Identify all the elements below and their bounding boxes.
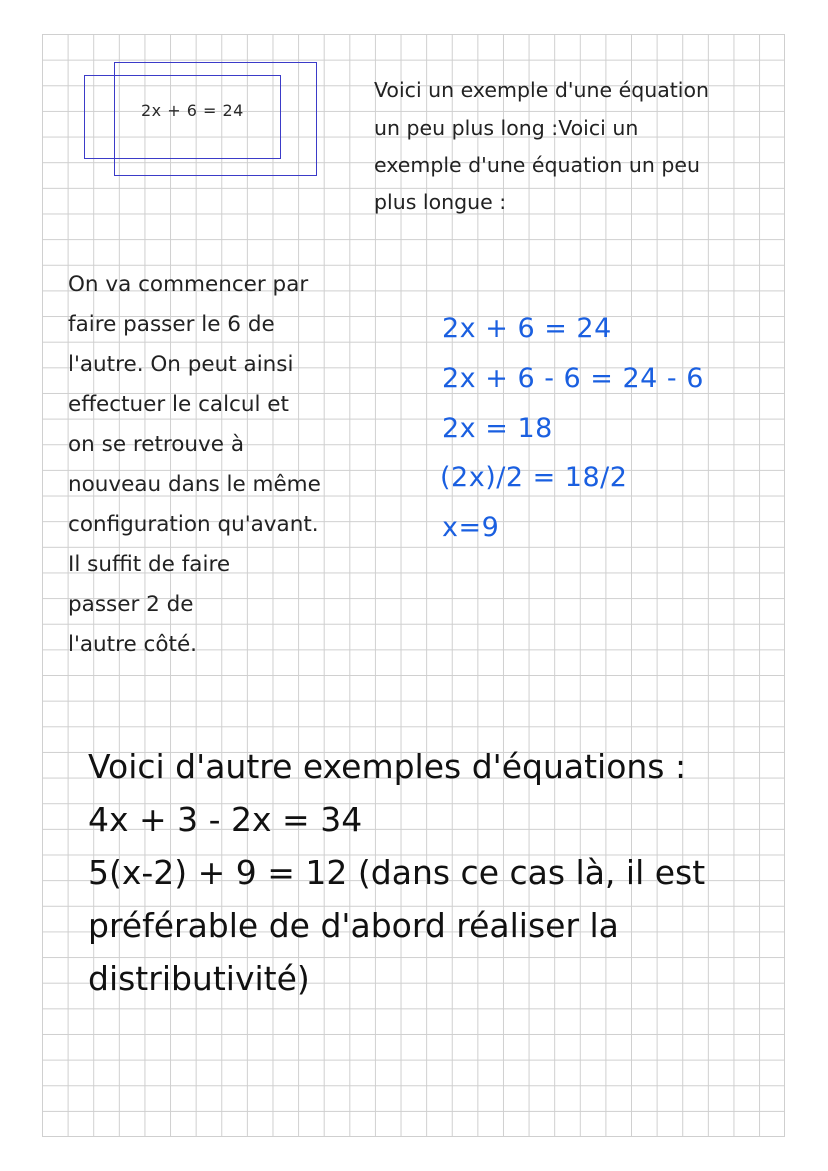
explanation-line: Il suffit de faire	[68, 552, 231, 577]
example-line: 4x + 3 - 2x = 34	[88, 800, 363, 839]
explanation-line: l'autre. On peut ainsi	[68, 352, 294, 377]
explanation-line: On va commencer par	[68, 272, 309, 297]
solution-step: 2x = 18	[442, 413, 553, 444]
example-line: 5(x-2) + 9 = 12 (dans ce cas là, il est	[88, 853, 706, 892]
explanation-line: on se retrouve à	[68, 432, 245, 457]
explanation-line: passer 2 de	[68, 592, 194, 617]
solution-step: 2x + 6 = 24	[442, 313, 612, 344]
intro-line: un peu plus long :Voici un	[374, 116, 639, 140]
solution-step: 2x + 6 - 6 = 24 - 6	[442, 363, 704, 394]
solution-step: x=9	[442, 512, 500, 543]
example-line: distributivité)	[88, 959, 310, 998]
intro-line: exemple d'une équation un peu	[374, 153, 701, 177]
explanation-line: effectuer le calcul et	[68, 392, 289, 417]
intro-line: Voici un exemple d'une équation	[374, 78, 710, 102]
boxed-equation: 2x + 6 = 24	[141, 101, 244, 120]
solution-step: (2x)/2 = 18/2	[440, 462, 628, 493]
explanation-line: nouveau dans le même	[68, 472, 321, 497]
example-line: préférable de d'abord réaliser la	[88, 906, 619, 945]
explanation-line: configuration qu'avant.	[68, 512, 319, 537]
intro-line: plus longue :	[374, 190, 507, 214]
explanation-line: l'autre côté.	[68, 632, 198, 657]
examples-heading: Voici d'autre exemples d'équations :	[88, 747, 687, 786]
explanation-line: faire passer le 6 de	[68, 312, 275, 337]
